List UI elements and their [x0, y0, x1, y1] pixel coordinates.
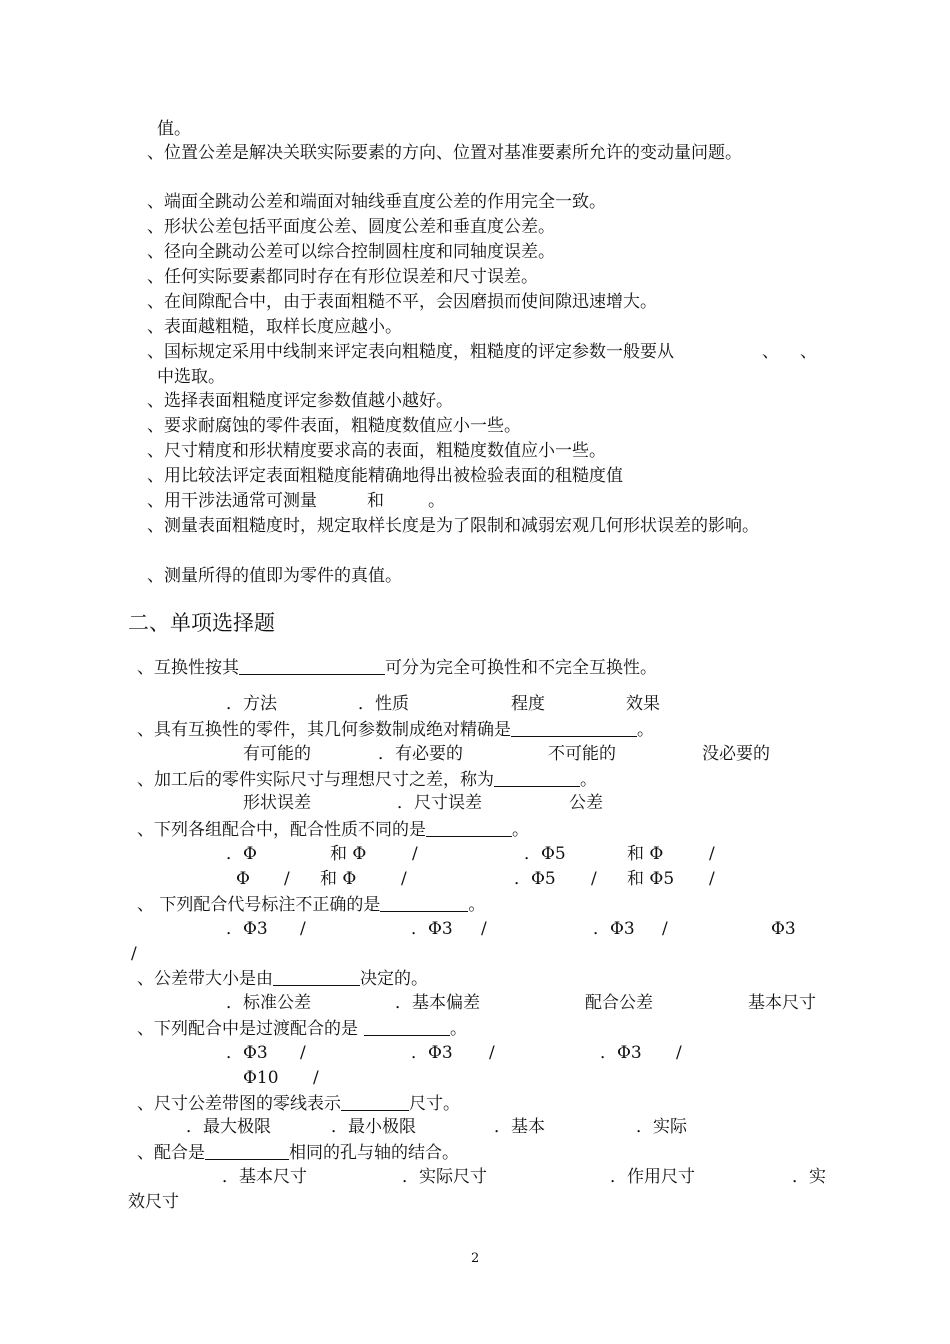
option-d-continued: 效尺寸: [128, 1192, 179, 1212]
option-a: 有可能的: [243, 744, 311, 764]
question-5: [137, 893, 485, 916]
page-number: 2: [471, 1251, 480, 1266]
question-8: [137, 1092, 460, 1115]
judgement-item: 、径向全跳动公差可以综合控制圆柱度和同轴度误差。: [147, 242, 555, 262]
question-text: 、具有互换性的零件，其几何参数制成绝对精确是: [137, 720, 511, 740]
option-fragment: 和 Φ: [320, 869, 357, 889]
question-text: 、加工后的零件实际尺寸与理想尺寸之差，称为: [137, 770, 494, 790]
judgement-item: 、用干涉法通常可测量: [147, 491, 317, 511]
question-text: 可分为完全可换性和不完全互换性。: [385, 658, 657, 678]
option-d: ．实际: [636, 1117, 687, 1137]
option-b: ．基本偏差: [395, 993, 480, 1013]
judgement-item: 、位置公差是解决关联实际要素的方向、位置对基准要素所允许的变动量问题。: [147, 143, 742, 163]
question-text: 、公差带大小是由: [137, 969, 273, 989]
answer-blank: [364, 1017, 450, 1036]
option-fragment: /: [481, 919, 487, 939]
question-7: [137, 1017, 467, 1040]
option-fragment: /: [300, 919, 306, 939]
judgement-item: 、形状公差包括平面度公差、圆度公差和垂直度公差。: [147, 217, 555, 237]
question-text: 、 下列配合代号标注不正确的是: [137, 895, 381, 915]
question-text: 、配合是: [137, 1143, 205, 1163]
option-fragment: /: [676, 1043, 682, 1063]
option-a: ．基本尺寸: [222, 1167, 307, 1187]
answer-blank: [494, 768, 580, 787]
option-a: ．标准公差: [226, 993, 311, 1013]
judgement-item-fragment: 。: [428, 491, 445, 511]
option-d: 基本尺寸: [748, 993, 816, 1013]
option-fragment: /: [412, 844, 418, 864]
answer-blank: [239, 656, 385, 675]
option-c: 配合公差: [585, 993, 653, 1013]
option-c: 程度: [511, 694, 545, 714]
question-text: 、尺寸公差带图的零线表示: [137, 1094, 341, 1114]
answer-blank: [426, 818, 512, 837]
option-fragment: 和 Φ: [627, 844, 664, 864]
judgement-item: 、测量所得的值即为零件的真值。: [147, 566, 402, 586]
question-text: 相同的孔与轴的结合。: [289, 1143, 459, 1163]
option-a: ．方法: [226, 694, 277, 714]
judgement-item: 、测量表面粗糙度时，规定取样长度是为了限制和减弱宏观几何形状误差的影响。: [147, 516, 759, 536]
option-fragment: Φ10: [243, 1068, 279, 1088]
option-d: 效果: [626, 694, 660, 714]
question-3: [137, 768, 597, 791]
option-fragment: 和 Φ: [330, 844, 367, 864]
question-text: 。: [468, 895, 486, 915]
option-fragment: ．Φ5: [514, 869, 556, 889]
answer-blank: [341, 1092, 409, 1111]
option-fragment: 和 Φ5: [627, 869, 675, 889]
judgement-item-fragment: 和: [367, 491, 384, 511]
question-text: 。: [512, 820, 529, 840]
question-text: 。: [637, 720, 654, 740]
option-fragment: /: [313, 1068, 319, 1088]
option-fragment: ．Φ3: [593, 919, 635, 939]
option-fragment: ．Φ3: [411, 919, 453, 939]
judgement-item: 、要求耐腐蚀的零件表面，粗糙度数值应小一些。: [147, 416, 521, 436]
option-a: 形状误差: [243, 793, 311, 813]
question-9: [137, 1141, 459, 1164]
option-c: ．作用尺寸: [610, 1167, 695, 1187]
option-fragment: /: [300, 1043, 306, 1063]
question-6: [137, 967, 428, 990]
option-b: ．有必要的: [378, 744, 463, 764]
option-b: ．性质: [358, 694, 409, 714]
judgement-item: 、表面越粗糙，取样长度应越小。: [147, 317, 402, 337]
answer-blank: [205, 1141, 289, 1160]
judgement-item: 、选择表面粗糙度评定参数值越小越好。: [147, 391, 453, 411]
question-1: [137, 656, 657, 679]
question-text: 。: [580, 770, 597, 790]
option-fragment: Φ: [236, 869, 250, 889]
option-fragment: /: [489, 1043, 495, 1063]
judgement-item: 中选取。: [157, 367, 225, 387]
question-text: 、下列各组配合中，配合性质不同的是: [137, 820, 426, 840]
option-fragment: /: [131, 944, 137, 964]
judgement-item-fragment: 、: [800, 342, 817, 362]
option-fragment: ．Φ3: [600, 1043, 642, 1063]
option-b: ．尺寸误差: [397, 793, 482, 813]
option-fragment: ．Φ3: [226, 919, 268, 939]
option-fragment: /: [591, 869, 597, 889]
judgement-item: 、任何实际要素都同时存在有形位误差和尺寸误差。: [147, 267, 538, 287]
question-text: 决定的。: [360, 969, 428, 989]
option-a: ．最大极限: [186, 1117, 271, 1137]
judgement-item: 、国标规定采用中线制来评定表向粗糙度，粗糙度的评定参数一般要从: [147, 342, 674, 362]
option-b: ．实际尺寸: [402, 1167, 487, 1187]
judgement-item: 、端面全跳动公差和端面对轴线垂直度公差的作用完全一致。: [147, 192, 606, 212]
option-fragment: /: [284, 869, 290, 889]
judgement-item-fragment: 、: [762, 342, 779, 362]
answer-blank: [273, 967, 360, 986]
option-fragment: ．Φ: [226, 844, 257, 864]
question-text: 。: [450, 1019, 467, 1039]
answer-blank: [511, 718, 637, 737]
option-fragment: /: [709, 844, 715, 864]
option-fragment: Φ3: [771, 919, 796, 939]
option-fragment: ．Φ3: [411, 1043, 453, 1063]
option-fragment: /: [709, 869, 715, 889]
question-text: 、下列配合中是过渡配合的是: [137, 1019, 358, 1039]
option-fragment: ．Φ5: [524, 844, 566, 864]
judgement-item: 、尺寸精度和形状精度要求高的表面，粗糙度数值应小一些。: [147, 441, 606, 461]
option-fragment: /: [662, 919, 668, 939]
option-c: 公差: [569, 793, 603, 813]
option-d: ．实: [792, 1167, 826, 1187]
judgement-item: 、在间隙配合中，由于表面粗糙不平，会因磨损而使间隙迅速增大。: [147, 292, 657, 312]
question-2: [137, 718, 654, 741]
question-text: 、互换性按其: [137, 658, 239, 678]
option-c: ．基本: [494, 1117, 545, 1137]
option-fragment: ．Φ3: [226, 1043, 268, 1063]
question-text: 尺寸。: [409, 1094, 460, 1114]
answer-blank: [380, 893, 468, 912]
option-fragment: /: [401, 869, 407, 889]
judgement-item: 、用比较法评定表面粗糙度能精确地得出被检验表面的租糙度值: [147, 466, 623, 486]
option-d: 没必要的: [702, 744, 770, 764]
question-4: [137, 818, 529, 841]
judgement-item: 值。: [157, 119, 191, 139]
option-c: 不可能的: [548, 744, 616, 764]
section-heading: 二、单项选择题: [128, 611, 275, 635]
option-b: ．最小极限: [331, 1117, 416, 1137]
